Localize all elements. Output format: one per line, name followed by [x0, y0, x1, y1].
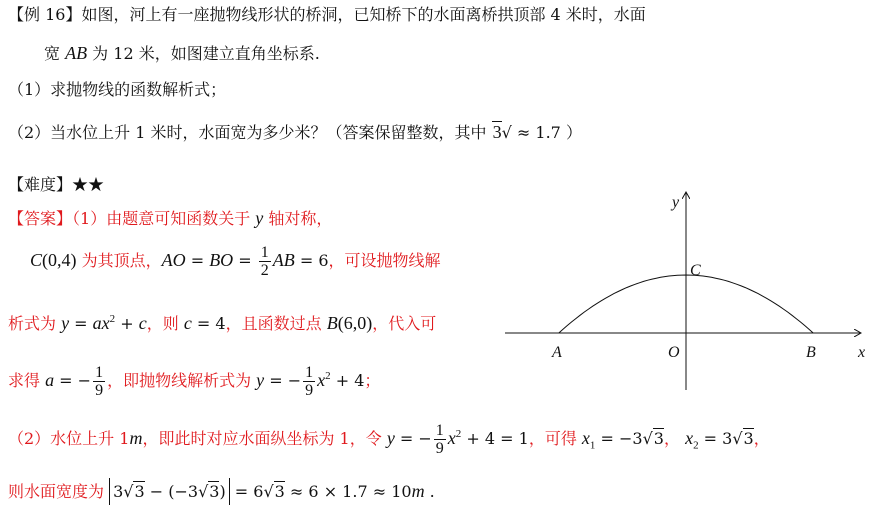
label-c: C — [690, 262, 701, 279]
answer-line-4: 求得 a = − $\frac{1}{9}$ ，即抛物线解析式为 y = − $\frac{1}{9}$ $x^2 + 4$； — [8, 364, 381, 399]
label-a: A — [552, 344, 562, 361]
label-o: O — [668, 344, 680, 361]
label-y: y — [672, 194, 680, 211]
problem-line-2: 宽 AB 为 12 米，如图建立直角坐标系. — [44, 43, 320, 63]
question-2: （2）当水位上升 1 米时，水面宽为多少米？（答案保留整数，其中 3√ ≈ 1.7 ） — [8, 122, 582, 142]
question-1: （1）求抛物线的函数解析式； — [8, 80, 227, 99]
answer-line-5: （2）水位上升 1m，即此时对应水面纵坐标为 1，令 y = − $\frac{1}{9}$ $x^2 + 4 = 1$，可得 $x_1 = -3√3$， $x_2 = 3√3$， — [8, 422, 770, 457]
coordinate-diagram — [500, 185, 880, 395]
label-b: B — [806, 344, 816, 361]
label-x: x — [858, 344, 866, 361]
problem-line-1 — [8, 4, 646, 26]
difficulty-label: 【难度】 — [8, 175, 73, 194]
answer-line-3: 析式为 $y = ax^2 + c$，则 c = 4，且函数过点 B(6,0)，代入可 — [8, 313, 437, 333]
difficulty — [8, 174, 104, 196]
answer-line-1: 【答案】（1）由题意可知函数关于 y 轴对称， — [8, 208, 333, 228]
answer-line-6: 则水面宽度为 3√3 − (−3√3) = 6√3 ≈ 6 × 1.7 ≈ 10m . — [8, 480, 435, 503]
answer-line-2: C(0,4) 为其顶点，AO = BO = $\frac{1}{2}$ AB = 6，可设抛物线解 — [30, 244, 441, 279]
problem-text-1: 如图，河上有一座抛物线形状的桥洞，已知桥下的水面离桥拱顶部 4 米时，水面 — [81, 5, 646, 24]
difficulty-stars: ★★ — [72, 175, 105, 194]
answer-label: 【答案】 — [8, 209, 73, 228]
problem-tag: 【例 16】 — [8, 5, 82, 24]
